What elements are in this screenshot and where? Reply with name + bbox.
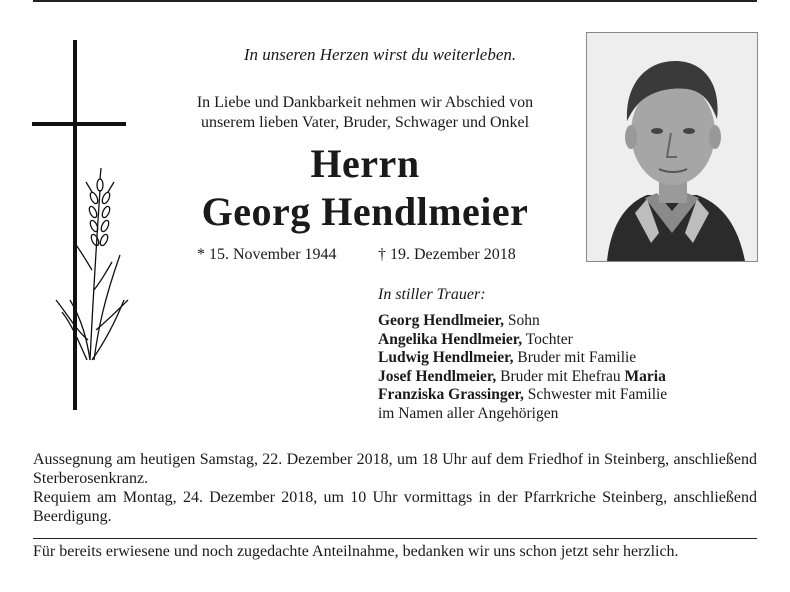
mourner-spouse: Maria <box>624 367 666 385</box>
mourner-relation: Tochter <box>522 330 573 348</box>
mourner-relation: Sohn <box>503 312 540 329</box>
service-info <box>33 450 757 526</box>
birth-date: * 15. November 1944 <box>197 246 337 263</box>
mourner-relation: Schwester mit Familie <box>523 386 668 404</box>
death-date: † 19. Dezember 2018 <box>378 246 516 263</box>
motto: In unseren Herzen wirst du weiterleben. <box>243 45 517 64</box>
portrait-photo <box>586 32 758 262</box>
funeral-blessing: Aussegnung am heutigen Samstag, 22. Dezember 2018, um 18 Uhr auf dem Friedhof in Steinberg, anschließend Sterberosenkranz. <box>33 451 757 487</box>
mourner-name: Georg Hendlmeier, <box>378 312 504 329</box>
list-item <box>378 331 667 350</box>
mourner-relation: Bruder mit Familie <box>513 349 637 367</box>
thanks-note: Für bereits erwiesene und noch zugedachte Anteilnahme, bedanken wir uns schon jetzt sehr herzlich. <box>33 543 679 560</box>
list-item <box>378 368 667 387</box>
list-item <box>378 386 667 405</box>
salutation: Herrn <box>310 141 420 186</box>
intro-line: unserem lieben Vater, Bruder, Schwager und Onkel <box>200 114 530 131</box>
intro-line: In Liebe und Dankbarkeit nehmen wir Abschied von <box>196 94 534 111</box>
deceased-name: Georg Hendlmeier <box>201 189 529 234</box>
mourners-list <box>378 312 667 424</box>
top-rule <box>33 0 757 2</box>
mourner-name: Franziska Grassinger, <box>378 386 524 404</box>
bottom-rule <box>33 538 757 539</box>
mourner-relation: Bruder mit Ehefrau <box>496 367 625 385</box>
list-item <box>378 312 667 331</box>
cross-with-wheat-icon <box>32 40 132 410</box>
mourner-name: Ludwig Hendlmeier, <box>378 349 514 367</box>
requiem-info: Requiem am Montag, 24. Dezember 2018, um 10 Uhr vormittags in der Pfarrkriche Steinberg, anschließend Beerdigung. <box>33 489 757 525</box>
mourner-relation: im Namen aller Angehörigen <box>378 404 559 422</box>
intro-text <box>150 93 580 133</box>
list-item <box>378 349 667 368</box>
mourner-name: Angelika Hendlmeier, <box>378 330 523 348</box>
list-item <box>378 405 667 424</box>
mourning-label: In stiller Trauer: <box>378 286 486 303</box>
mourner-name: Josef Hendlmeier, <box>378 367 497 385</box>
